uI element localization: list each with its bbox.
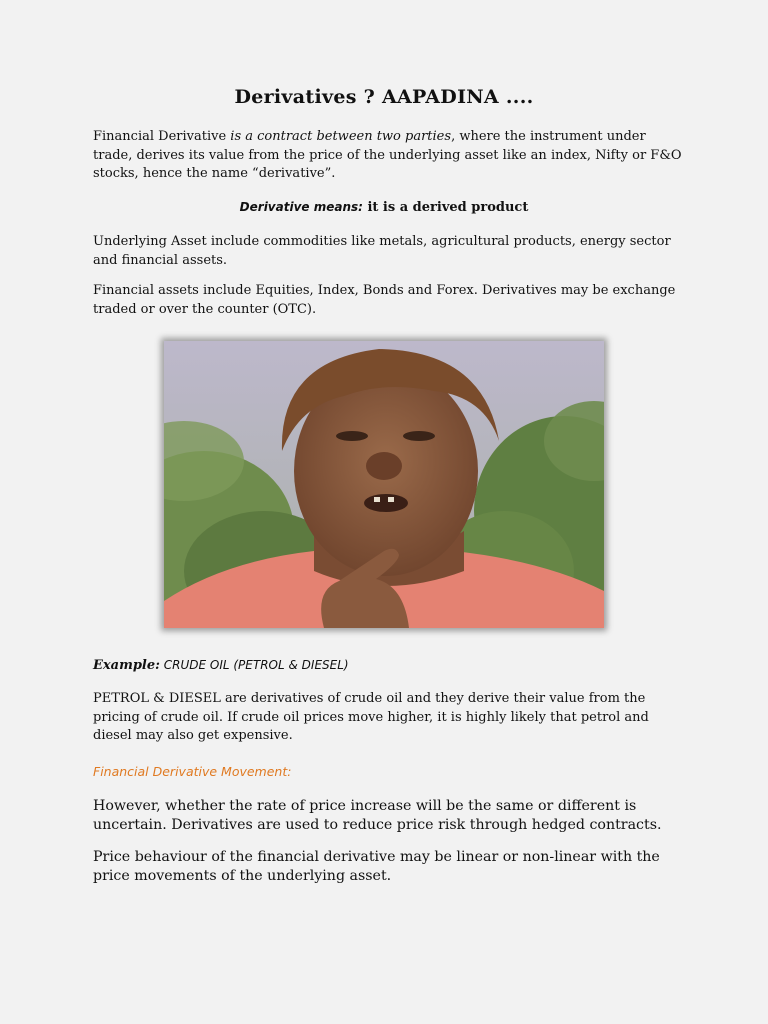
intro-rest: , where the instrument under trade, derives its value from the price of the underlying asset like an index, Nifty or F&O stocks, hence the name “derivative”. bbox=[93, 129, 682, 181]
movement-paragraph-2: Price behaviour of the financial derivative may be linear or non-linear with the price movements of the underlying asset. bbox=[93, 849, 660, 884]
example-line bbox=[93, 658, 349, 673]
underlying-paragraph: Underlying Asset include commodities like metals, agricultural products, energy sector and financial assets. bbox=[93, 234, 671, 268]
financial-assets-paragraph: Financial assets include Equities, Index, Bonds and Forex. Derivatives may be exchange traded or over the counter (OTC). bbox=[93, 283, 676, 317]
example-value: CRUDE OIL (PETROL & DIESEL) bbox=[159, 658, 349, 672]
intro-prefix: Financial Derivative bbox=[93, 129, 231, 144]
movement-heading: Financial Derivative Movement: bbox=[93, 764, 292, 779]
page-title: Derivatives ? AAPADINA .... bbox=[234, 86, 534, 108]
intro-italic: is a contract between two parties bbox=[230, 129, 452, 144]
example-label: Example: bbox=[93, 658, 160, 673]
intro-paragraph bbox=[93, 128, 683, 184]
definition-text: it is a derived product bbox=[362, 200, 529, 215]
meme-photo-icon bbox=[164, 341, 604, 628]
example-paragraph: PETROL & DIESEL are derivatives of crude oil and they derive their value from the pricing of crude oil. If crude oil prices move higher, it is highly likely that petrol and diesel may also get expensive. bbox=[93, 691, 649, 743]
definition-label: Derivative means: bbox=[239, 200, 363, 214]
movement-paragraph-1: However, whether the rate of price increase will be the same or different is uncertain. Derivatives are used to reduce price risk through hedged contracts. bbox=[93, 798, 662, 833]
definition-line bbox=[0, 200, 768, 215]
meme-photo bbox=[164, 341, 604, 628]
